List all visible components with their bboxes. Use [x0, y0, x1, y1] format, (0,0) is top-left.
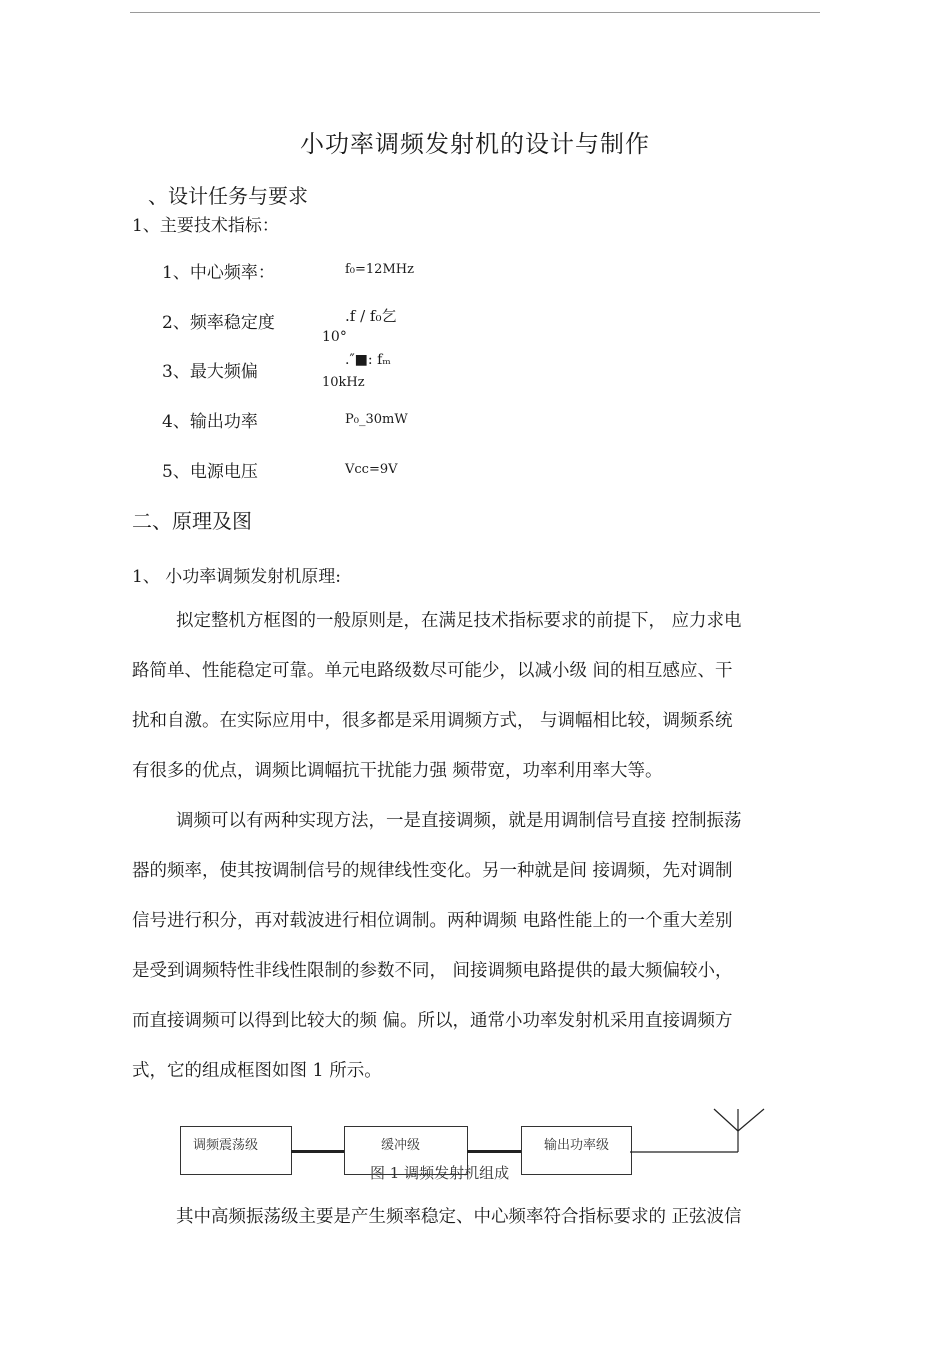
spec-label: 2、频率稳定度: [162, 313, 275, 333]
paragraph-line: 器的频率，使其按调制信号的规律线性变化。另一种就是间 接调频，先对调制: [132, 861, 733, 881]
paragraph-line: 而直接调频可以得到比较大的频 偏。所以，通常小功率发射机采用直接调频方: [132, 1011, 733, 1031]
block-label: 调频震荡级: [193, 1138, 259, 1153]
spec-value: .f / f₀乞: [345, 307, 397, 325]
oscillator-block: [180, 1126, 292, 1175]
spec-value: P₀_30mW: [345, 412, 408, 427]
paragraph-line: 式，它的组成框图如图 1 所示。: [132, 1061, 382, 1081]
block-label: 输出功率级: [544, 1138, 610, 1153]
spec-label: 5、电源电压: [162, 462, 258, 482]
spec-value: Vcc=9V: [345, 462, 398, 477]
spec-value: .″■: fₘ: [345, 352, 391, 368]
spec-value-continued: 10kHz: [322, 375, 365, 390]
connection-wire: [467, 1150, 521, 1153]
paragraph-line: 拟定整机方框图的一般原则是，在满足技术指标要求的前提下， 应力求电: [176, 611, 742, 631]
spec-value-continued: 10°: [322, 329, 347, 345]
paragraph-line: 其中高频振荡级主要是产生频率稳定、中心频率符合指标要求的 正弦波信: [176, 1207, 742, 1227]
paragraph-line: 信号进行积分，再对载波进行相位调制。两种调频 电路性能上的一个重大差别: [132, 911, 733, 931]
section1-subheading: 1、主要技术指标：: [132, 216, 279, 236]
spec-label: 3、最大频偏: [162, 362, 258, 382]
section2-heading: 二、原理及图: [132, 509, 252, 533]
figure-caption: 图 1 调频发射机组成: [370, 1164, 510, 1182]
section1-heading: 、设计任务与要求: [148, 184, 308, 208]
paragraph-line: 是受到调频特性非线性限制的参数不同， 间接调频电路提供的最大频偏较小，: [132, 961, 733, 981]
spec-label: 1、中心频率：: [162, 263, 275, 283]
paragraph-line: 路简单、性能稳定可靠。单元电路级数尽可能少，以减小级 间的相互感应、干: [132, 661, 733, 681]
antenna-icon: [628, 1105, 778, 1165]
header-rule: [130, 12, 820, 13]
page-title: 小功率调频发射机的设计与制作: [300, 130, 650, 158]
power-amp-block: [521, 1126, 632, 1175]
block-label: 缓冲级: [381, 1138, 421, 1153]
connection-wire: [291, 1150, 344, 1153]
paragraph-line: 有很多的优点，调频比调幅抗干扰能力强 频带宽，功率利用率大等。: [132, 761, 663, 781]
section2-subheading: 1、 小功率调频发射机原理:: [132, 567, 341, 587]
spec-label: 4、输出功率: [162, 412, 258, 432]
paragraph-line: 扰和自激。在实际应用中，很多都是采用调频方式， 与调幅相比较，调频系统: [132, 711, 733, 731]
paragraph-line: 调频可以有两种实现方法，一是直接调频，就是用调制信号直接 控制振荡: [176, 811, 742, 831]
spec-value: f₀=12MHz: [345, 262, 414, 277]
